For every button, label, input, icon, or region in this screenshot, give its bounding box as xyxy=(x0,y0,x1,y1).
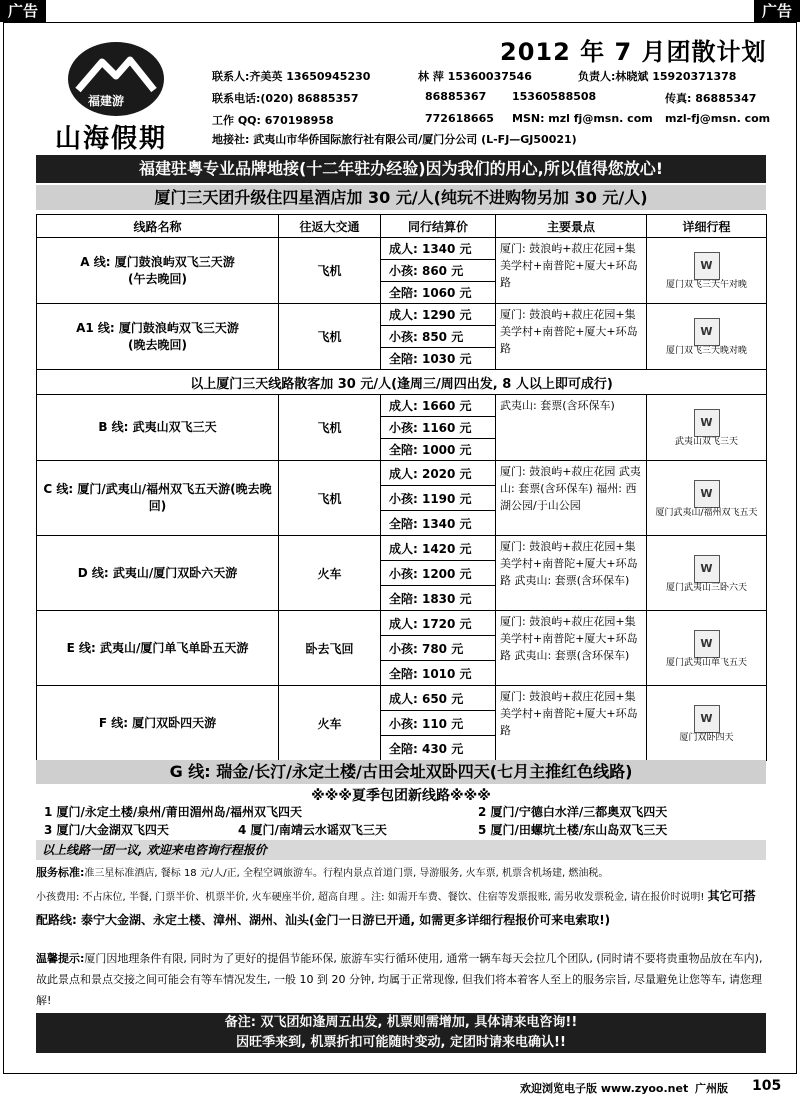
route-name: F 线: 厦门双卧四天游 xyxy=(37,686,279,761)
itinerary-doc[interactable] xyxy=(647,238,767,304)
route-traffic: 飞机 xyxy=(279,304,381,370)
itinerary-doc[interactable] xyxy=(647,686,767,761)
summer-title: ※※※夏季包团新线路※※※ xyxy=(311,788,491,804)
g-line-banner: G 线: 瑞金/长汀/永定土楼/古田会址双卧四天(七月主推红色线路) xyxy=(36,760,766,784)
service-text-3: 其它可搭配路线: 泰宁大金湖、永定土楼、漳州、湖州、汕头(金门一日游已开通, 如需更多详细行程报价可来电索取!) xyxy=(36,889,756,927)
summer-route-5: 5 厦门/田螺坑土楼/东山岛双飞三天 xyxy=(478,823,668,837)
price-child: 小孩: 110 元 xyxy=(381,711,496,736)
brand-name: 山海假期 xyxy=(55,124,168,154)
route-name: E 线: 武夷山/厦门单飞单卧五天游 xyxy=(37,611,279,686)
price-escort: 全陪: 1010 元 xyxy=(381,661,496,686)
route-name: A 线: 厦门鼓浪屿双飞三天游 (午去晚回) xyxy=(37,238,279,304)
page-number: 105 xyxy=(752,1078,782,1094)
price-adult: 成人: 1420 元 xyxy=(381,536,496,561)
msn-2: mzl-fj@msn. com xyxy=(665,112,771,125)
phone: 联系电话:(020) 86885357 xyxy=(212,92,359,105)
word-doc-icon: W xyxy=(694,555,720,583)
price-child: 小孩: 850 元 xyxy=(381,326,496,348)
itinerary-doc[interactable] xyxy=(647,461,767,536)
itinerary-doc[interactable] xyxy=(647,611,767,686)
doc-label: 厦门双飞三天晚对晚 xyxy=(665,346,747,356)
route-traffic: 飞机 xyxy=(279,461,381,536)
price-adult: 成人: 1660 元 xyxy=(381,395,496,417)
upgrade-banner: 厦门三天团升级住四星酒店加 30 元/人(纯玩不进购物另加 30 元/人) xyxy=(36,185,766,210)
phone-2: 86885367 xyxy=(425,90,487,103)
route-name: D 线: 武夷山/厦门双卧六天游 xyxy=(37,536,279,611)
page-title: 2012 年 7 月团散计划 xyxy=(500,38,767,66)
service-text-2: 小孩费用: 不占床位, 半餐, 门票半价、机票半价, 火车硬座半价, 超高自理 。注: 如需开车费、餐饮、住宿等发票报账, 需另收发票税金, 请在报价时说明! xyxy=(36,892,705,903)
route-spots: 厦门: 鼓浪屿+菽庄花园+集美学村+南普陀+厦大+环岛路 武夷山: 套票(含环保车) xyxy=(496,536,647,611)
doc-label: 厦门武夷山单飞五天 xyxy=(665,657,747,668)
msn: MSN: mzl fj@msn. com xyxy=(512,112,653,125)
remark-line-1: 备注: 双飞团如逢周五出发, 机票则需增加, 具体请来电咨询!! xyxy=(224,1015,578,1030)
word-doc-icon: W xyxy=(694,409,720,437)
price-adult: 成人: 1720 元 xyxy=(381,611,496,636)
itinerary-doc[interactable] xyxy=(647,536,767,611)
route-spots: 厦门: 鼓浪屿+菽庄花园+集美学村+南普陀+厦大+环岛路 xyxy=(496,304,647,370)
service-standard xyxy=(36,862,766,933)
price-child: 小孩: 780 元 xyxy=(381,636,496,661)
route-traffic: 飞机 xyxy=(279,395,381,461)
manager: 负责人:林晓斌 15920371378 xyxy=(578,70,737,83)
word-doc-icon: W xyxy=(694,480,720,508)
route-table xyxy=(36,214,767,761)
price-escort: 全陪: 430 元 xyxy=(381,736,496,761)
price-escort: 全陪: 1830 元 xyxy=(381,586,496,611)
service-label: 服务标准: xyxy=(36,866,85,879)
remark-box xyxy=(36,1013,766,1053)
tip-label: 温馨提示: xyxy=(36,952,85,965)
route-traffic: 火车 xyxy=(279,536,381,611)
warm-tip xyxy=(36,948,766,1011)
price-adult: 成人: 650 元 xyxy=(381,686,496,711)
doc-label: 武夷山双飞三天 xyxy=(674,437,738,447)
table-row xyxy=(37,304,767,326)
header-price: 同行结算价 xyxy=(381,215,496,238)
price-child: 小孩: 1160 元 xyxy=(381,417,496,439)
itinerary-doc[interactable] xyxy=(647,304,767,370)
header-traffic: 往返大交通 xyxy=(279,215,381,238)
table-row xyxy=(37,536,767,561)
price-adult: 成人: 1340 元 xyxy=(381,238,496,260)
price-escort: 全陪: 1030 元 xyxy=(381,348,496,370)
route-spots: 厦门: 鼓浪屿+菽庄花园+集美学村+南普陀+厦大+环岛路 xyxy=(496,686,647,761)
summer-route-2: 2 厦门/宁德白水洋/三都奥双飞四天 xyxy=(478,805,668,819)
table-row xyxy=(37,395,767,417)
ad-label-left: 广告 xyxy=(0,0,46,22)
header-spots: 主要景点 xyxy=(496,215,647,238)
tip-text: 厦门因地理条件有限, 同时为了更好的提倡节能环保, 旅游车实行循环使用, 通常一辆车每天会拉几个团队, (同时请不要将贵重物品放在车内), 故此景点和景点交接之间可能会有等车情况发生, 一般 10 到 20 分钟, 均属于正常现像, 但我们将本着客人至上的服务宗旨, 尽量避免让您等车, 请您理解! xyxy=(36,952,763,1007)
ad-label-right: 广告 xyxy=(754,0,800,22)
ground-agency: 地接社: 武夷山市华侨国际旅行社有限公司/厦门分公司 (L-FJ—GJ50021) xyxy=(212,133,577,146)
itinerary-doc[interactable] xyxy=(647,395,767,461)
route-name: C 线: 厦门/武夷山/福州双飞五天游(晚去晚回) xyxy=(37,461,279,536)
footer-site[interactable]: 欢迎浏览电子版 www.zyoo.net xyxy=(520,1082,689,1095)
header-route: 线路名称 xyxy=(37,215,279,238)
route-traffic: 火车 xyxy=(279,686,381,761)
footer-edition: 广州版 xyxy=(695,1082,728,1095)
route-name: A1 线: 厦门鼓浪屿双飞三天游 (晚去晚回) xyxy=(37,304,279,370)
slogan-banner: 福建驻粤专业品牌地接(十二年驻办经验)因为我们的用心,所以值得您放心! xyxy=(36,155,766,183)
summer-route-4: 4 厦门/南靖云水谣双飞三天 xyxy=(238,823,387,837)
doc-label: 厦门双飞三天午对晚 xyxy=(665,280,747,290)
table-row xyxy=(37,461,767,486)
summer-route-3: 3 厦门/大金湖双飞四天 xyxy=(44,823,169,837)
word-doc-icon: W xyxy=(694,252,720,280)
table-row xyxy=(37,611,767,636)
route-traffic: 卧去飞回 xyxy=(279,611,381,686)
word-doc-icon: W xyxy=(694,705,720,733)
price-adult: 成人: 2020 元 xyxy=(381,461,496,486)
xiamen-notice: 以上厦门三天线路散客加 30 元/人(逢周三/周四出发, 8 人以上即可成行) xyxy=(37,370,767,395)
doc-label: 厦门武夷山三卧六天 xyxy=(665,582,747,593)
logo-subtitle: 福建游 xyxy=(88,94,125,108)
qq: 工作 QQ: 670198958 xyxy=(212,114,334,127)
remark-line-2: 因旺季来到, 机票折扣可能随时变动, 定团时请来电确认!! xyxy=(236,1035,566,1050)
word-doc-icon: W xyxy=(694,318,720,346)
word-doc-icon: W xyxy=(694,630,720,658)
table-row xyxy=(37,238,767,260)
fax: 传真: 86885347 xyxy=(665,92,757,105)
route-traffic: 飞机 xyxy=(279,238,381,304)
service-text-1: 准三星标准酒店, 餐标 18 元/人/正, 全程空调旅游车。行程内景点首道门票, 导游服务, 火车票, 机票含机场建, 燃油税。 xyxy=(84,868,609,879)
route-spots: 武夷山: 套票(含环保车) xyxy=(496,395,647,461)
price-escort: 全陪: 1060 元 xyxy=(381,282,496,304)
summer-route-1: 1 厦门/永定土楼/泉州/莆田湄州岛/福州双飞四天 xyxy=(44,805,303,819)
qq-2: 772618665 xyxy=(425,112,494,125)
price-escort: 全陪: 1000 元 xyxy=(381,439,496,461)
table-row xyxy=(37,686,767,711)
price-child: 小孩: 860 元 xyxy=(381,260,496,282)
route-spots: 厦门: 鼓浪屿+菽庄花园+集美学村+南普陀+厦大+环岛路 xyxy=(496,238,647,304)
contact-person-2: 林 萍 15360037546 xyxy=(418,70,532,83)
quote-note: 以上线路一团一议, 欢迎来电咨询行程报价 xyxy=(36,840,766,860)
header-itinerary: 详细行程 xyxy=(647,215,767,238)
price-escort: 全陪: 1340 元 xyxy=(381,511,496,536)
price-child: 小孩: 1190 元 xyxy=(381,486,496,511)
price-child: 小孩: 1200 元 xyxy=(381,561,496,586)
route-spots: 厦门: 鼓浪屿+菽庄花园+集美学村+南普陀+厦大+环岛路 武夷山: 套票(含环保车) xyxy=(496,611,647,686)
phone-3: 15360588508 xyxy=(512,90,597,103)
doc-label: 厦门双卧四天 xyxy=(679,732,734,743)
price-adult: 成人: 1290 元 xyxy=(381,304,496,326)
route-spots: 厦门: 鼓浪屿+菽庄花园 武夷山: 套票(含环保车) 福州: 西湖公园/于山公园 xyxy=(496,461,647,536)
doc-label: 厦门武夷山/福州双飞五天 xyxy=(655,507,758,518)
route-name: B 线: 武夷山双飞三天 xyxy=(37,395,279,461)
contact-person: 联系人:齐美英 13650945230 xyxy=(212,70,371,83)
